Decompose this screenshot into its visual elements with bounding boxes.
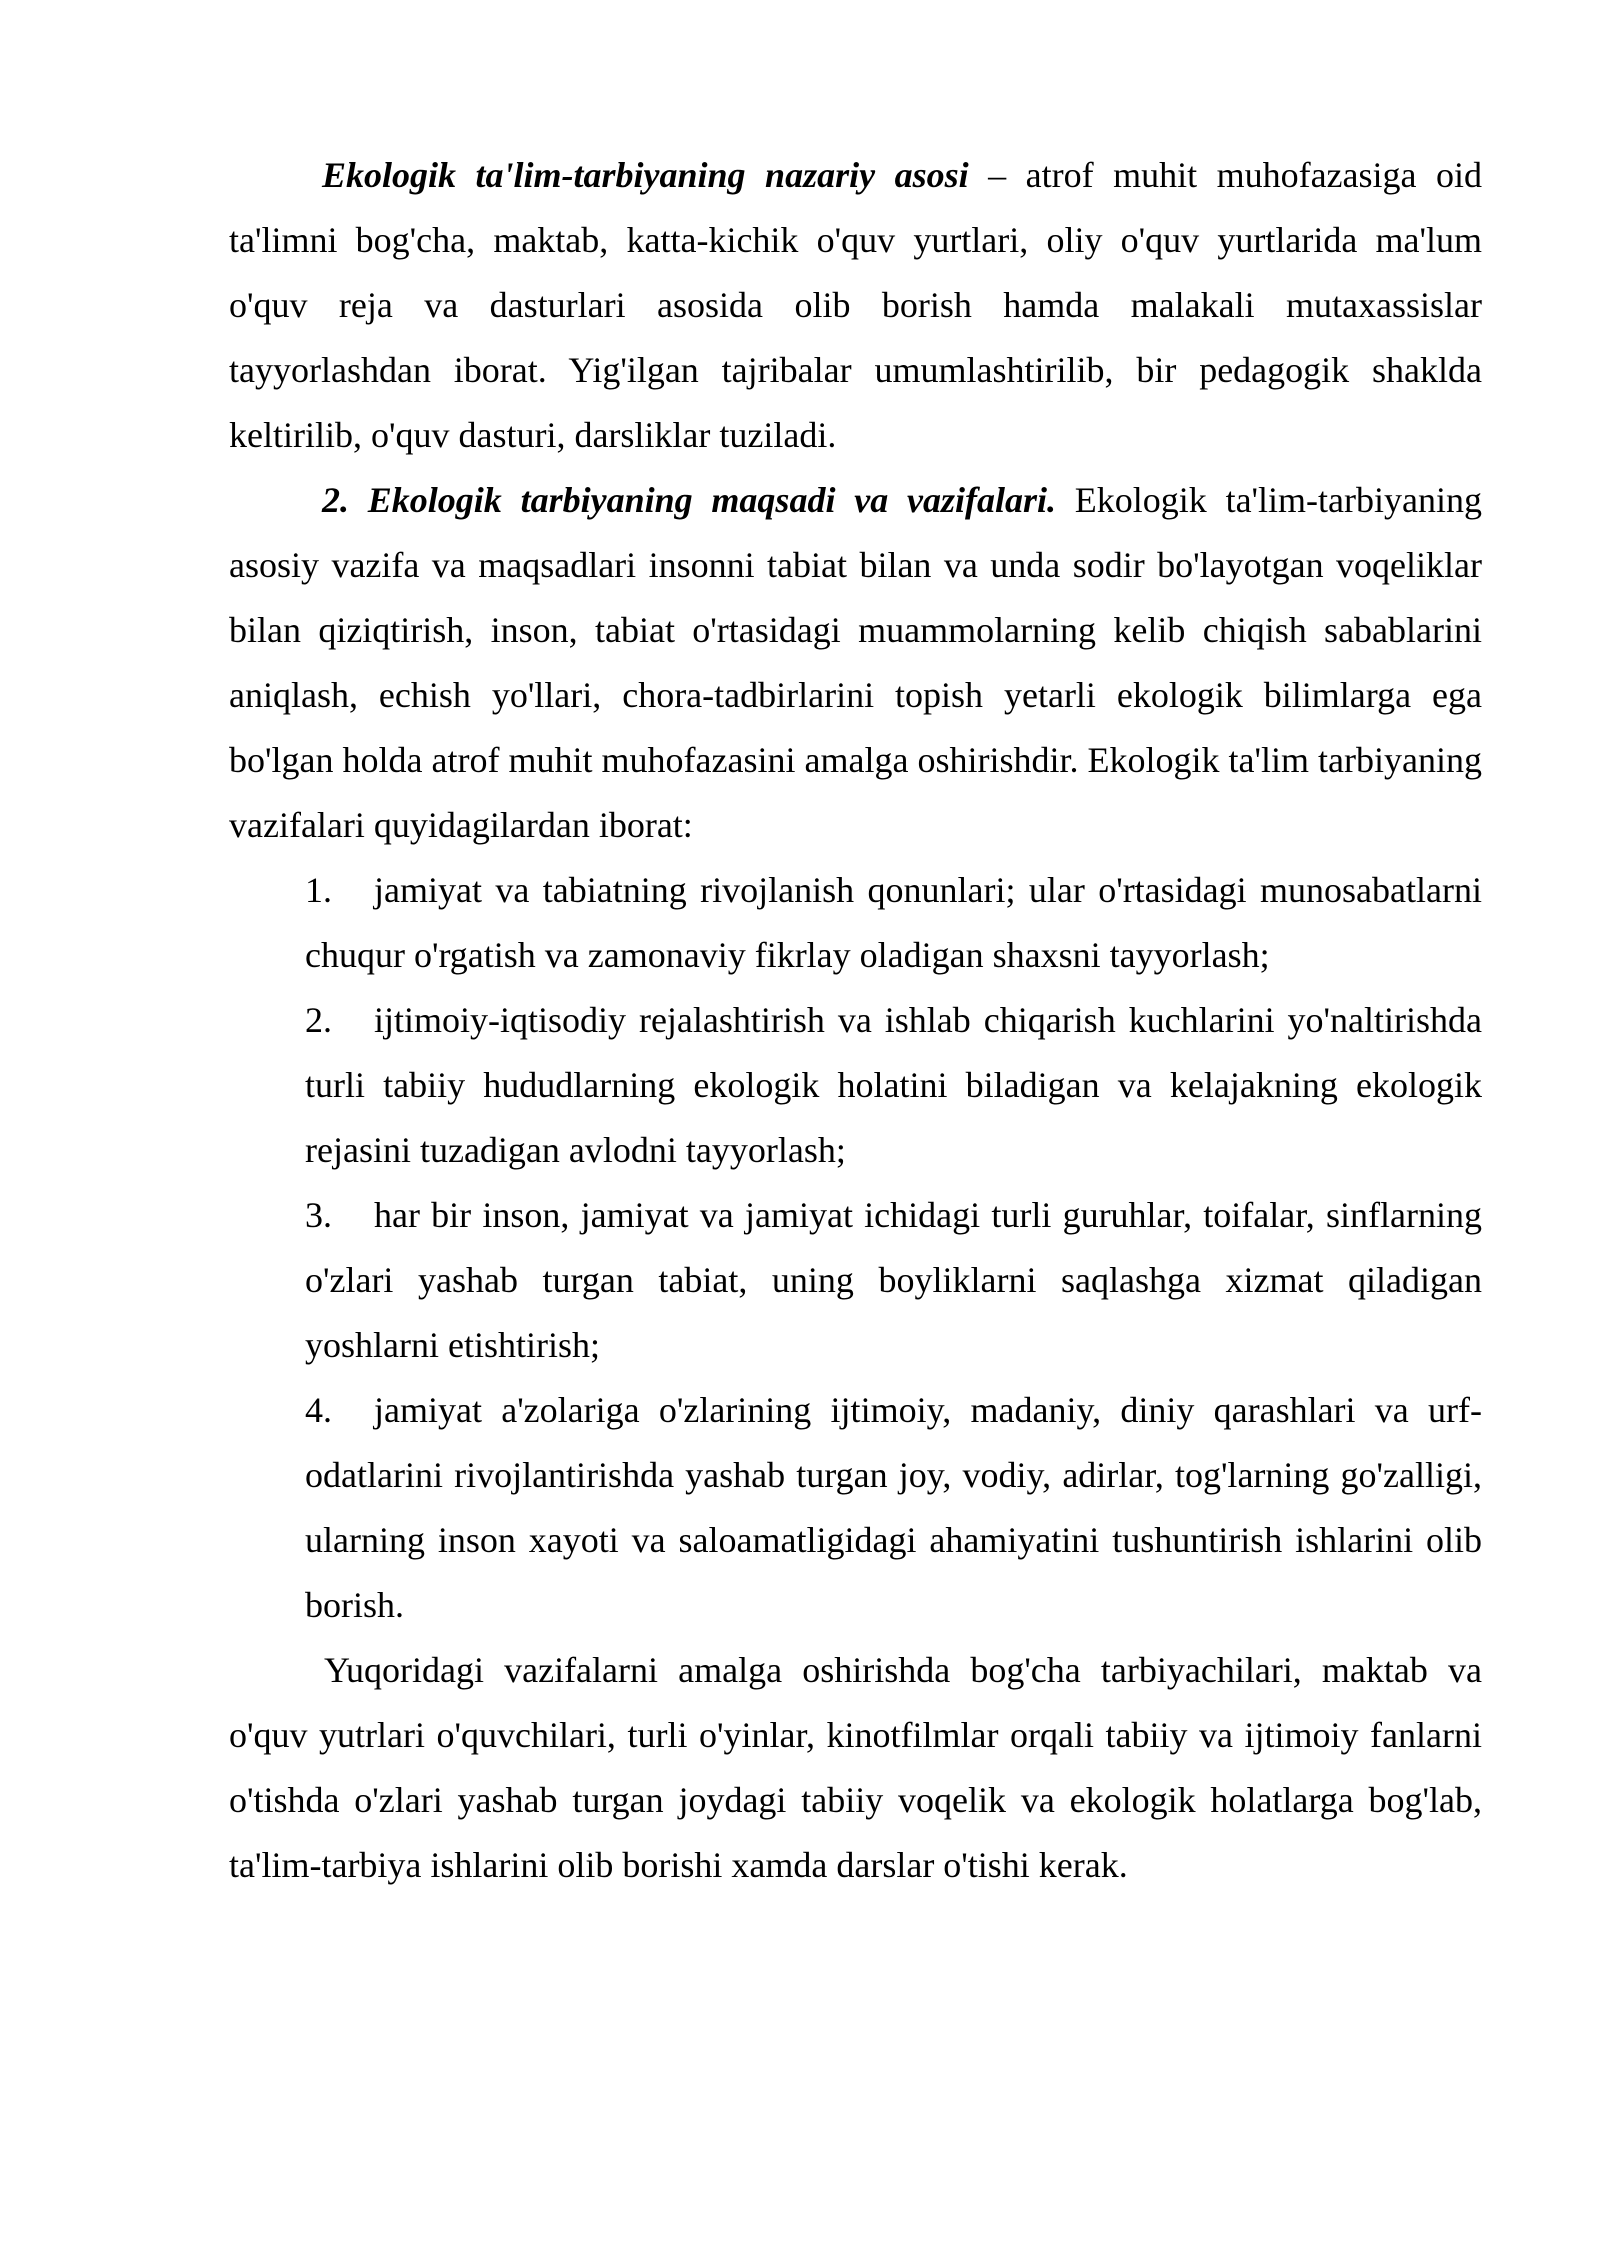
list-item-number: 2. [305, 1000, 332, 1040]
section-heading: 2. Ekologik tarbiyaning maqsadi va vazifalari. [322, 480, 1056, 520]
list-item-number: 3. [305, 1195, 332, 1235]
document-body [229, 143, 1482, 1898]
list-item-text: jamiyat a'zolariga o'zlarining ijtimoiy, madaniy, diniy qarashlari va urf-odatlarini rivojlantirishda yashab turgan joy, vodiy, adirlar, tog'larning go'zalligi, ularning inson xayoti va saloamatligidagi ahamiyatini tushuntirish ishlarini olib borish. [305, 1390, 1482, 1625]
list-item [305, 858, 1482, 988]
list-item-text: har bir inson, jamiyat va jamiyat ichidagi turli guruhlar, toifalar, sinflarning o'zlari yashab turgan tabiat, uning boyliklarni saqlashga xizmat qiladigan yoshlarni etishtirish; [305, 1195, 1482, 1365]
list-item [305, 988, 1482, 1183]
paragraph-text: – atrof muhit muhofazasiga oid ta'limni bog'cha, maktab, katta-kichik o'quv yurtlari, oliy o'quv yurtlarida ma'lum o'quv reja va dasturlari asosida olib borish hamda malakali mutaxassislar tayyorlashdan iborat. Yig'ilgan tajribalar umumlashtirilib, bir pedagogik shaklda keltirilib, o'quv dasturi, darsliklar tuziladi. [229, 155, 1482, 455]
list-item-text: ijtimoiy-iqtisodiy rejalashtirish va ishlab chiqarish kuchlarini yo'naltirishda turli tabiiy hududlarning ekologik holatini biladigan va kelajakning ekologik rejasini tuzadigan avlodni tayyorlash; [305, 1000, 1482, 1170]
paragraph-text: Ekologik ta'lim-tarbiyaning asosiy vazifa va maqsadlari insonni tabiat bilan va unda sodir bo'layotgan voqeliklar bilan qiziqtirish, inson, tabiat o'rtasidagi muammolarning kelib chiqish sabablarini aniqlash, echish yo'llari, chora-tadbirlarini topish yetarli ekologik bilimlarga ega bo'lgan holda atrof muhit muhofazasini amalga oshirishdir. Ekologik ta'lim tarbiyaning vazifalari quyidagilardan iborat: [229, 480, 1482, 845]
paragraph-goals-tasks [229, 468, 1482, 858]
list-item [305, 1183, 1482, 1378]
list-item-number: 1. [305, 870, 332, 910]
paragraph-theoretical-basis [229, 143, 1482, 468]
list-item-number: 4. [305, 1390, 332, 1430]
list-item [305, 1378, 1482, 1638]
paragraph-heading: Ekologik ta'lim-tarbiyaning nazariy asosi [322, 155, 969, 195]
paragraph-conclusion: Yuqoridagi vazifalarni amalga oshirishda bog'cha tarbiyachilari, maktab va o'quv yutrlari o'quvchilari, turli o'yinlar, kinotfilmlar orqali tabiiy va ijtimoiy fanlarni o'tishda o'zlari yashab turgan joydagi tabiiy voqelik va ekologik holatlarga bog'lab, ta'lim-tarbiya ishlarini olib borishi xamda darslar o'tishi kerak. [229, 1650, 1482, 1885]
tasks-list [229, 858, 1482, 1638]
list-item-text: jamiyat va tabiatning rivojlanish qonunlari; ular o'rtasidagi munosabatlarni chuqur o'rgatish va zamonaviy fikrlay oladigan shaxsni tayyorlash; [305, 870, 1482, 975]
